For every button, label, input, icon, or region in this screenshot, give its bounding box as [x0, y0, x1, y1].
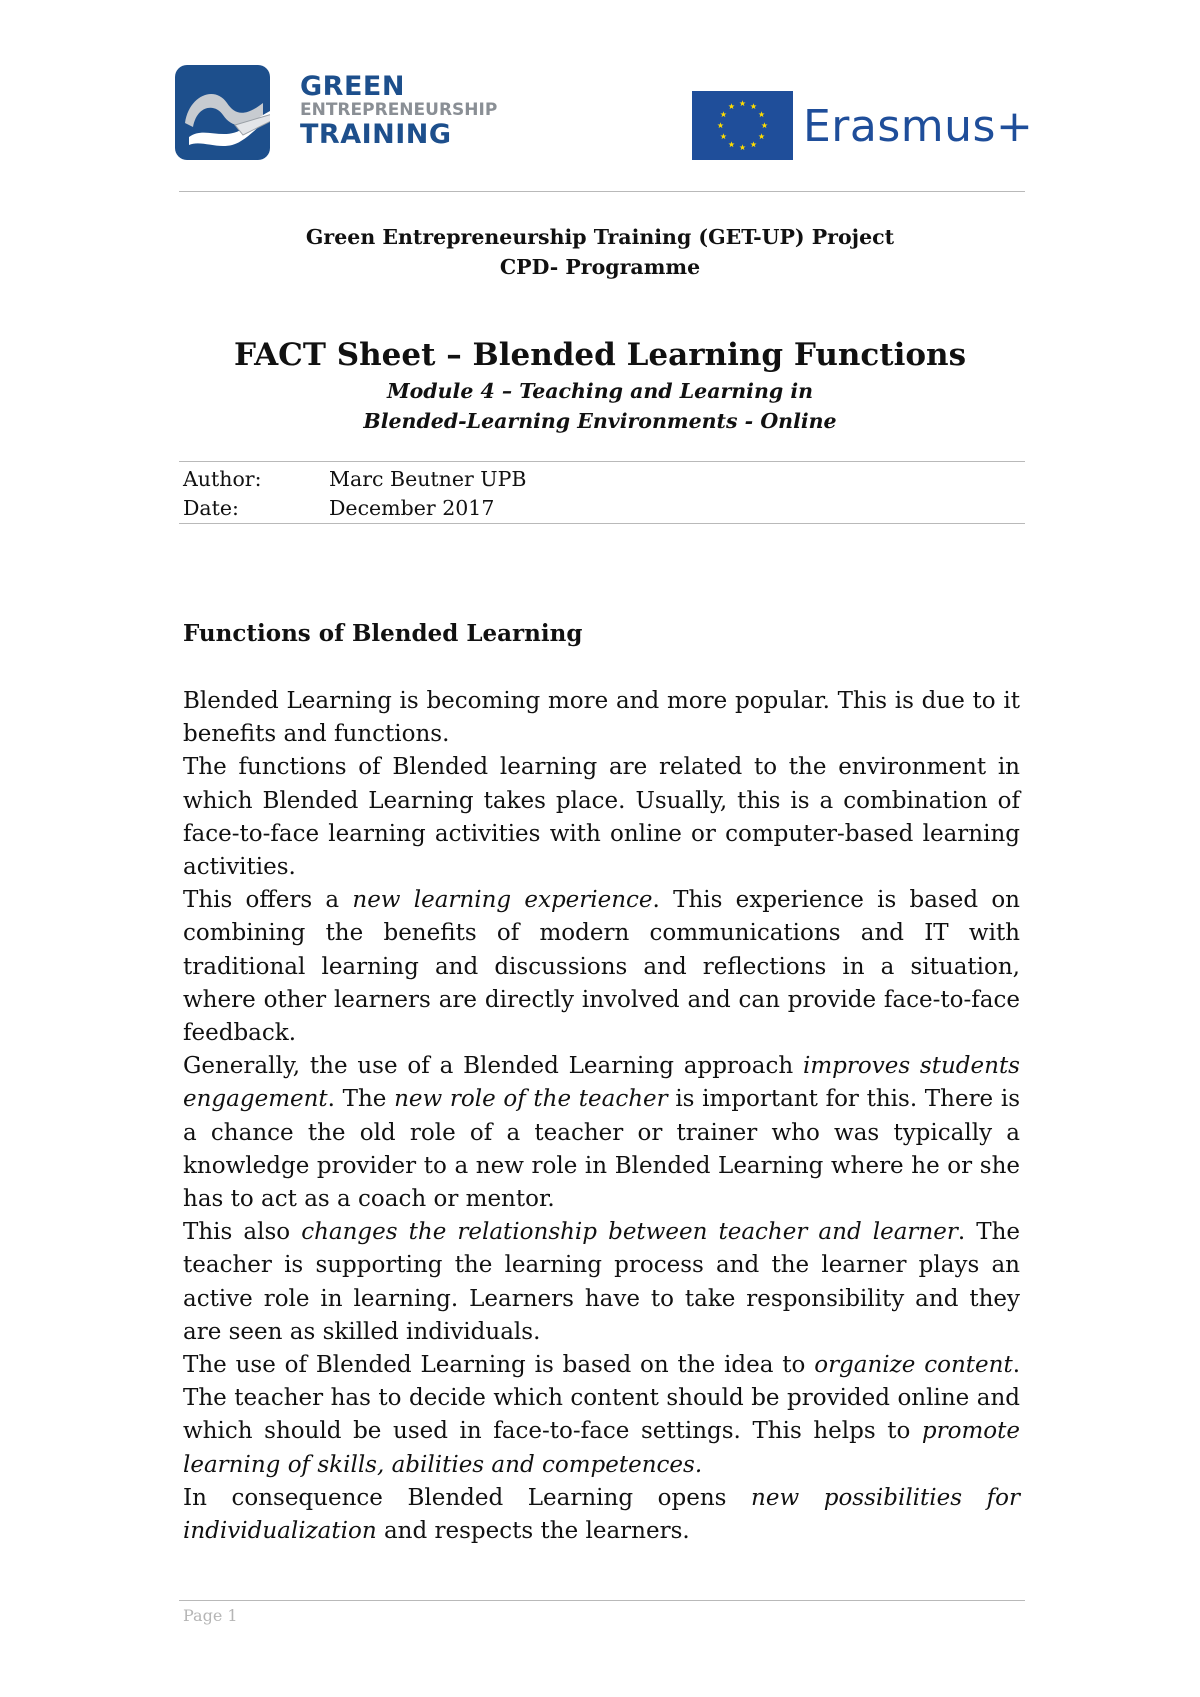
footer-divider [179, 1600, 1025, 1601]
body-paragraph [183, 1349, 1020, 1482]
author-value: Marc Beutner UPB [329, 467, 527, 491]
emphasis-text: promote learning of skills, abilities and competences. [183, 1418, 1020, 1478]
date-value: December 2017 [329, 496, 495, 520]
paragraph-text: Blended Learning is becoming more and more popular. This is due to it benefits and functions. [183, 688, 1020, 748]
subtitle-line-2: Blended-Learning Environments - Online [363, 409, 837, 433]
project-title-block [0, 222, 1200, 282]
emphasis-text: organize content [814, 1352, 1013, 1379]
paragraph-text: is important for this. There is a chance the old role of a teacher or trainer who was typically a knowledge provider to a new role in Blended Learning where he or she has to act as a coach or mentor. [183, 1086, 1021, 1213]
meta-top-divider [179, 461, 1025, 462]
paragraph-text: In consequence Blended Learning opens [183, 1484, 752, 1511]
meta-bottom-divider [179, 523, 1025, 524]
emphasis-text: improves students engagement [183, 1053, 1020, 1113]
date-row [183, 494, 526, 523]
get-logo-line-3: TRAINING [300, 119, 452, 150]
eu-flag-icon [692, 91, 793, 160]
emphasis-text: changes the relationship between teacher and learner [301, 1219, 958, 1246]
document-metadata [183, 465, 526, 523]
paragraph-text: . The teacher has to decide which content should be provided online and which should be used in face-to-face settings. This helps to [183, 1352, 1020, 1445]
paragraph-text: . This experience is based on combining the benefits of modern communications and IT with traditional learning and discussions and reflections in a situation, where other learners are directly involved and can provide face-to-face feedback. [183, 887, 1020, 1047]
paragraph-text: . The [327, 1086, 395, 1113]
paragraph-text: The functions of Blended learning are related to the environment in which Blended Learning takes place. Usually, this is a combination of face-to-face learning activities with online or computer-based learning activities. [183, 754, 1020, 881]
erasmus-plus-logo [692, 91, 1032, 161]
emphasis-text: new possibilities for individualization [183, 1484, 1020, 1545]
body-paragraph [183, 1050, 1020, 1216]
body-paragraph [183, 884, 1020, 1050]
get-logo-mark-icon [175, 65, 270, 160]
section-heading: Functions of Blended Learning [183, 620, 583, 647]
page-number: Page 1 [183, 1606, 238, 1625]
paragraph-text: . The teacher is supporting the learning process and the learner plays an active role in learning. Learners have to take responsibility and they are seen as skilled individuals. [183, 1219, 1021, 1345]
green-entrepreneurship-training-logo [175, 65, 498, 160]
programme-name: CPD- Programme [499, 255, 701, 279]
emphasis-text: new learning experience [352, 887, 653, 914]
emphasis-text: new role of the teacher [394, 1086, 668, 1113]
get-logo-line-2: ENTREPRENEURSHIP [300, 100, 498, 120]
body-paragraph [183, 751, 1020, 884]
body-paragraph [183, 685, 1020, 751]
project-name: Green Entrepreneurship Training (GET-UP) Project [305, 225, 895, 249]
paragraph-text: This also [183, 1219, 302, 1246]
get-logo-wordmark [300, 73, 497, 148]
author-label: Author: [183, 467, 262, 491]
paragraph-text: and respects the learners. [376, 1518, 690, 1545]
paragraph-text: This offers a [183, 887, 353, 914]
paragraph-text: Generally, the use of a Blended Learning approach [183, 1053, 803, 1080]
document-title: FACT Sheet – Blended Learning Functions [233, 337, 967, 373]
erasmus-plus-wordmark: Erasmus+ [803, 101, 1034, 152]
header-divider [179, 191, 1025, 192]
author-row [183, 465, 526, 494]
body-paragraph [183, 1216, 1020, 1349]
subtitle-line-1: Module 4 – Teaching and Learning in [386, 379, 814, 403]
get-logo-line-1: GREEN [300, 71, 405, 102]
date-label: Date: [183, 496, 239, 520]
paragraph-text: The use of Blended Learning is based on the idea to [183, 1352, 815, 1379]
body-paragraph [183, 1482, 1020, 1548]
document-subtitle [0, 376, 1200, 436]
body-text [183, 685, 1020, 1548]
